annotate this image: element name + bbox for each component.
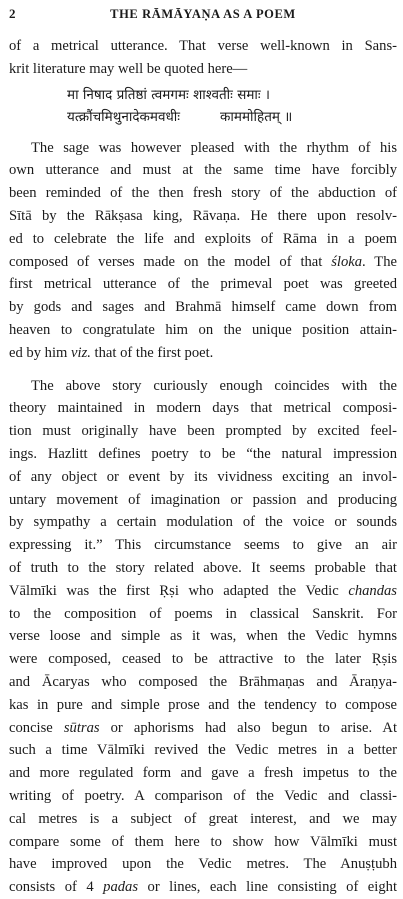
text-line: been reminded of the then fresh story of the abduction of [9,185,397,202]
text-line: by gods and sages and Brahmā himself came down from [9,299,397,316]
text-line: Vālmīki was the first Ṛṣi who adapted the Vedic chandas [9,582,397,599]
text-line: have improved upon the Vedic metres. The Anuṣṭubh [9,856,397,873]
text-line: of a metrical utterance. That verse well-known in Sans- [9,38,397,54]
text-line: untary movement of imagination or passion and producing [9,491,397,508]
verse-line-2 [67,106,397,128]
text-line: of truth to the story related above. It seems probable that [9,559,397,576]
text-line: theory maintained in modern days that metrical composi- [9,400,397,417]
text-line: expressing it.” This circumstance seems to give an air [9,537,397,554]
text-line: kas in pure and simple prose and the tendency to compose [9,696,397,713]
text-line: krit literature may well be quoted here— [9,60,248,77]
text-line: compare some of them here to show how Vālmīki must [9,833,397,850]
text-line: of any object or event by its vividness exciting an invol- [9,468,397,485]
text-line: consists of 4 padas or lines, each line consisting of eight [9,879,397,896]
text-line: and Ācaryas who composed the Brāhmaṇas and Āraṇya- [9,673,397,690]
text-line: first metrical utterance of the primeval poet was greeted [9,276,397,293]
page-number: 2 [9,6,16,21]
verse-line-1: मा निषाद प्रतिष्ठां त्वमगमः शाश्वतीः समाः । [67,86,271,103]
text-line: The above story curiously enough coincides with the [31,377,397,394]
text-line: and more regulated form and gave a fresh impetus to the [9,765,397,782]
text-line: tion must originally have been prompted by excited feel- [9,423,397,440]
text-line: verse loose and simple as it was, when the Vedic hymns [9,628,397,645]
text-line: writing of poetry. A comparison of the Vedic and classi- [9,787,397,804]
text-line: Sītā by the Rākṣasa king, Rāvaṇa. He there upon resolv- [9,207,397,224]
text-line: ings. Hazlitt defines poetry to be “the natural impression [9,445,397,462]
text-line: own utterance and must at the same time have forcibly [9,162,397,179]
paragraph-3 [9,375,397,899]
running-head [9,6,397,28]
text-line: composed of verses made on the model of that śloka. The [9,253,397,270]
paragraph-2 [9,137,397,365]
verse-line-2-second-half: काममोहितम् ॥ [220,108,293,125]
text-line: were composed, ceased to be attractive to the later Ṛṣis [9,651,397,668]
sanskrit-verse [67,84,397,128]
text-line: heaven to congratulate him on the unique position attain- [9,321,397,338]
running-title: THE RĀMĀYAṆA AS A POEM [110,7,296,21]
text-line: cal metres is a subject of great interest, and we may [9,810,397,827]
text-line: by sympathy a certain modulation of the voice or sounds [9,514,397,531]
text-line: to the composition of poems in classical Sanskrit. For [9,605,397,622]
verse-line-2-first-half: यत्क्रौंचमिथुनादेकमवधीः [67,108,181,125]
text-line: ed by him viz. that of the first poet. [9,344,214,361]
text-line: such a time Vālmīki revived the Vedic metres in a better [9,742,397,759]
text-line: The sage was however pleased with the rhythm of his [31,139,397,156]
text-line: concise sūtras or aphorisms had also begun to arise. At [9,719,397,736]
text-line: ed to celebrate the life and exploits of Rāma in a poem [9,230,397,247]
paragraph-1 [9,35,397,81]
